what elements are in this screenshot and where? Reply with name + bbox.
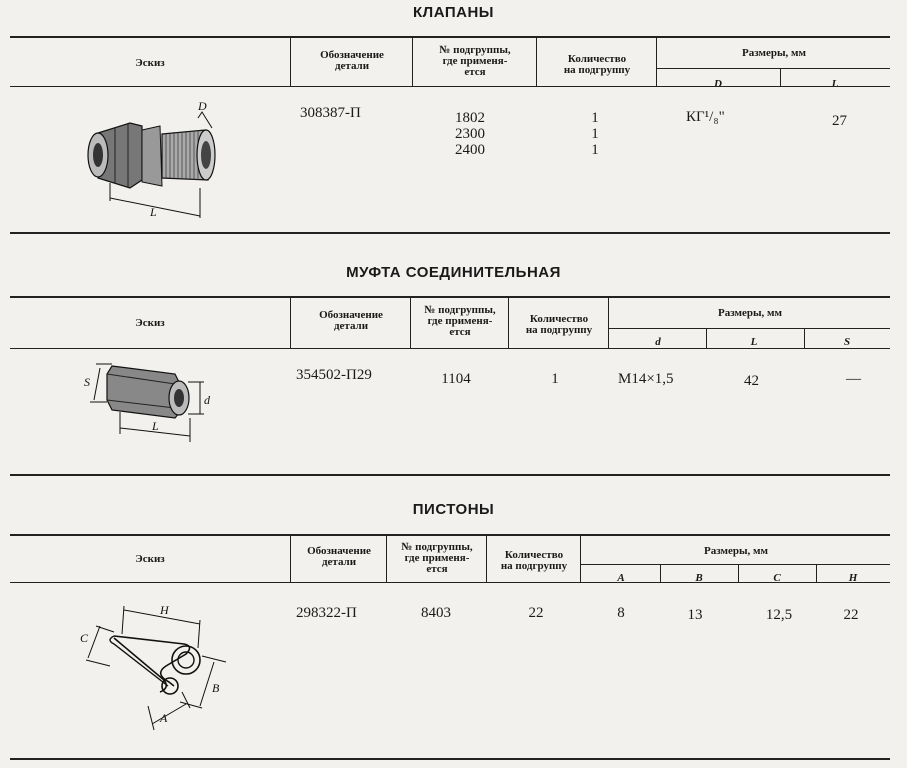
header-designation (292, 546, 386, 568)
header-size-B: B (695, 572, 703, 584)
coupling-sketch (80, 356, 240, 456)
header-subgroup-line: ется (426, 563, 448, 575)
pistons-size-A: 8 (617, 605, 625, 621)
header-designation-line: детали (334, 60, 370, 72)
header-subgroup-line: где применя- (442, 55, 508, 67)
quantity-value: 1 (591, 110, 599, 126)
header-subgroup-line: № подгруппы, (439, 44, 511, 56)
header-size-L: L (831, 78, 839, 90)
header-designation-line: детали (321, 556, 357, 568)
pistons-subgroup: 8403 (421, 605, 451, 621)
coupling-size-L: 42 (744, 373, 759, 389)
sketch-label-L: L (152, 419, 159, 433)
header-sizes: Размеры, мм (717, 307, 783, 319)
pistons-table (10, 534, 890, 760)
header-size-D: D (714, 78, 722, 90)
section-title-valves: КЛАПАНЫ (413, 4, 494, 21)
header-designation (292, 50, 412, 72)
sketch-label-A: A (160, 711, 168, 725)
header-quantity-line: на подгруппу (525, 324, 593, 336)
header-sketch: Эскиз (135, 553, 165, 565)
coupling-size-S: — (846, 371, 861, 387)
sketch-label-S: S (84, 375, 90, 389)
header-designation (292, 310, 410, 332)
header-subgroup (414, 45, 536, 78)
header-subgroup-line: № подгруппы, (401, 541, 473, 553)
section-title-pistons: ПИСТОНЫ (412, 501, 495, 518)
header-quantity (510, 314, 608, 336)
header-subgroup-line: ется (449, 326, 471, 338)
subgroup-value: 1802 (455, 110, 485, 126)
section-title-coupling: МУФТА СОЕДИНИТЕЛЬНАЯ (346, 264, 561, 281)
quantity-value: 1 (591, 142, 599, 158)
header-quantity-line: Количество (504, 549, 564, 561)
subgroup-value: 2400 (455, 142, 485, 158)
header-designation-line: Обозначение (320, 49, 384, 61)
valve-subgroups (440, 110, 500, 158)
valves-table (10, 36, 890, 234)
pistons-quantity: 22 (528, 605, 544, 621)
pistons-size-H: 22 (843, 607, 859, 623)
header-sketch: Эскиз (135, 317, 165, 329)
coupling-size-d: М14×1,5 (618, 371, 674, 387)
valve-size-D: КГ¹/₈" (686, 109, 725, 125)
coupling-subgroup: 1104 (441, 371, 471, 387)
header-designation-line: Обозначение (307, 545, 371, 557)
sketch-label-H: H (160, 603, 169, 617)
coupling-quantity: 1 (551, 371, 559, 387)
pistons-size-B: 13 (687, 607, 703, 623)
valve-quantities (580, 110, 610, 158)
quantity-value: 1 (591, 126, 599, 142)
header-quantity-line: Количество (529, 313, 589, 325)
header-size-L: L (750, 336, 758, 348)
valve-sketch (80, 98, 240, 218)
header-size-S: S (843, 336, 851, 348)
header-subgroup-line: № подгруппы, (424, 304, 496, 316)
header-subgroup-line: ется (464, 66, 486, 78)
sketch-label-d: d (204, 393, 210, 407)
header-designation-line: Обозначение (319, 309, 383, 321)
header-subgroup-line: где применя- (404, 552, 470, 564)
header-subgroup-line: где применя- (427, 315, 493, 327)
header-subgroup (388, 542, 486, 575)
header-quantity (488, 550, 580, 572)
header-quantity-line: на подгруппу (563, 64, 631, 76)
coupling-table (10, 296, 890, 476)
header-size-H: H (848, 572, 858, 584)
pistons-designation: 298322-П (296, 605, 357, 621)
header-quantity-line: на подгруппу (500, 560, 568, 572)
header-sizes: Размеры, мм (741, 47, 807, 59)
header-sizes: Размеры, мм (703, 545, 769, 557)
header-quantity-line: Количество (567, 53, 627, 65)
coupling-designation: 354502-П29 (296, 367, 372, 383)
header-designation-line: детали (333, 320, 369, 332)
header-sketch: Эскиз (135, 57, 165, 69)
header-size-A: A (617, 572, 625, 584)
header-quantity (538, 54, 656, 76)
pistons-size-C: 12,5 (765, 607, 793, 623)
valve-size-L: 27 (832, 113, 847, 129)
sketch-label-C: C (80, 631, 89, 645)
header-subgroup (412, 305, 508, 338)
valve-designation: 308387-П (300, 105, 361, 121)
sketch-label-D: D (198, 99, 207, 113)
sketch-label-B: B (212, 681, 220, 695)
subgroup-value: 2300 (455, 126, 485, 142)
header-size-C: C (773, 572, 781, 584)
sketch-label-L: L (150, 205, 157, 218)
header-size-d: d (655, 336, 661, 348)
pistons-sketch (74, 596, 244, 746)
